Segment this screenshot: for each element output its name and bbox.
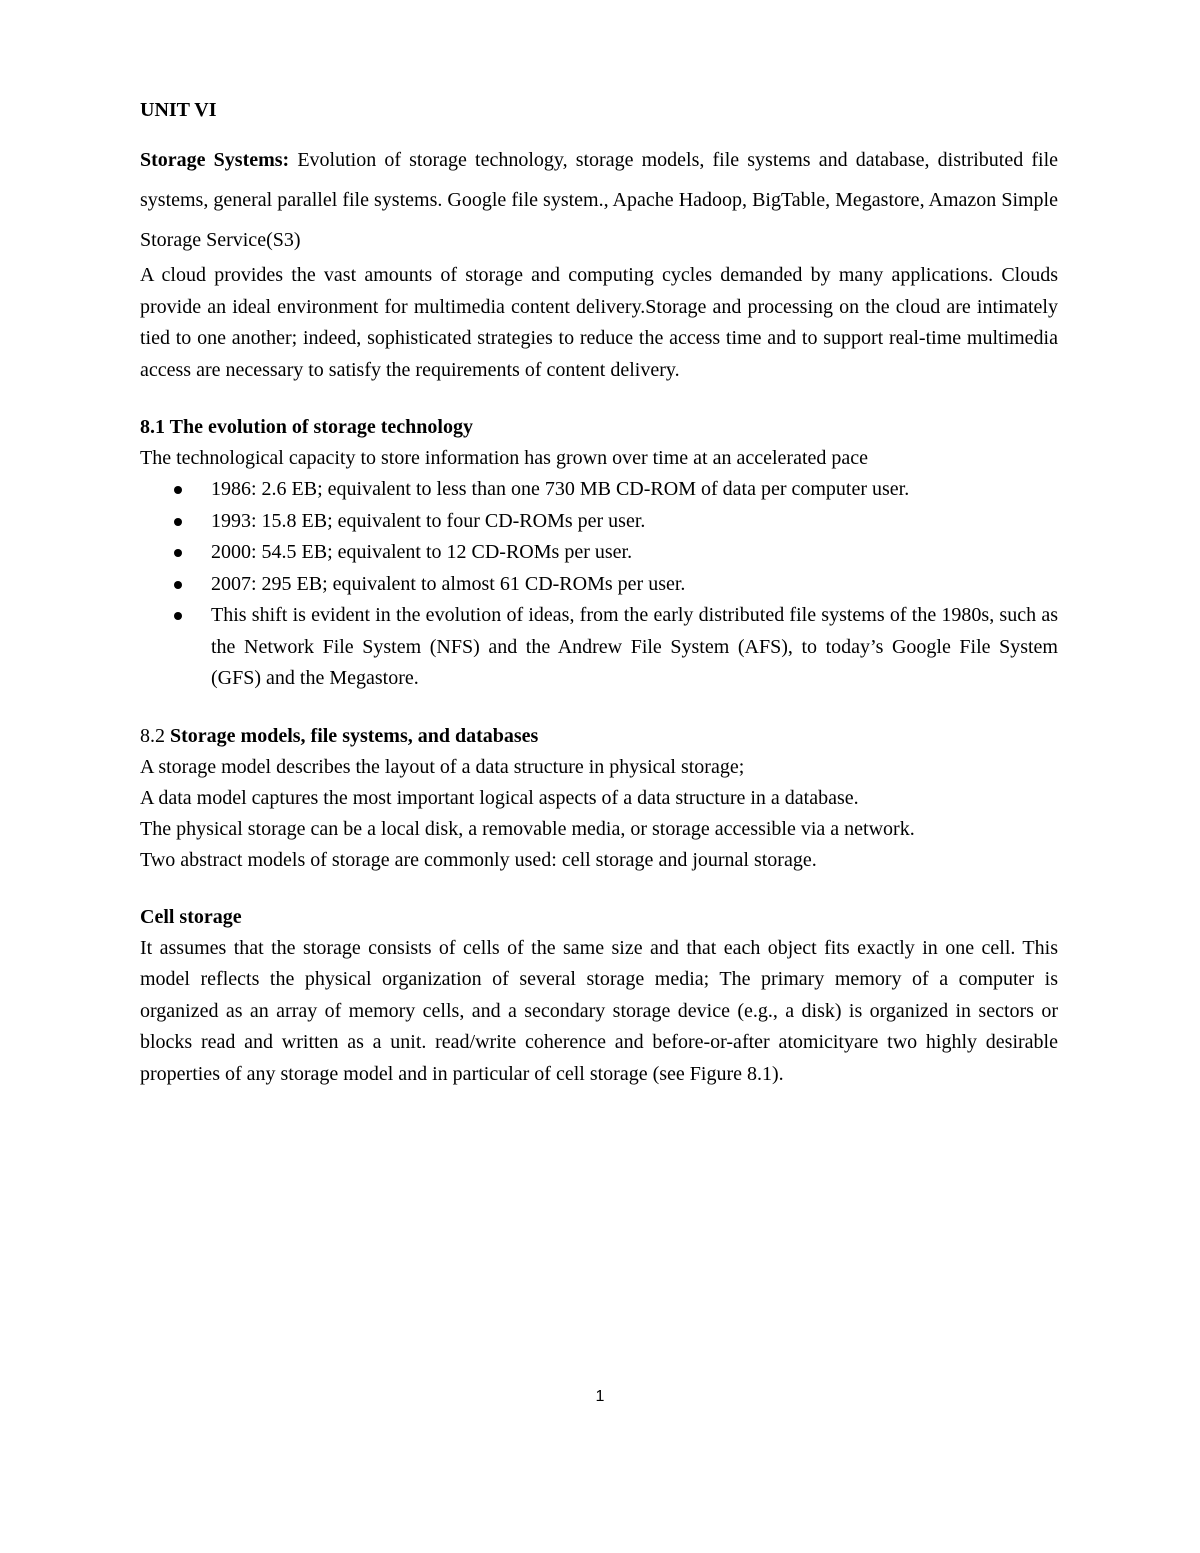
bullet-item	[140, 600, 1058, 695]
spacer	[140, 876, 1058, 902]
syllabus-paragraph	[140, 140, 1058, 260]
section-8-2-heading	[140, 721, 1058, 752]
page-content	[140, 96, 1058, 1090]
unit-title: UNIT VI	[140, 99, 217, 121]
spacer	[140, 386, 1058, 412]
section-8-2-line: Two abstract models of storage are commonly used: cell storage and journal storage.	[140, 848, 817, 871]
bullet-item	[140, 506, 1058, 538]
bullet-text: 1986: 2.6 EB; equivalent to less than one 730 MB CD-ROM of data per computer user.	[211, 478, 910, 500]
spacer	[140, 695, 1058, 721]
bullet-item	[140, 474, 1058, 506]
bullet-icon	[174, 581, 182, 589]
bullet-item	[140, 569, 1058, 601]
section-8-2-title: Storage models, file systems, and databases	[170, 724, 539, 747]
section-8-1-lead: The technological capacity to store information has grown over time at an accelerated pace	[140, 447, 869, 469]
section-8-2-line: The physical storage can be a local disk, a removable media, or storage accessible via a network.	[140, 817, 915, 840]
intro-paragraph: A cloud provides the vast amounts of storage and computing cycles demanded by many applications. Clouds provide an ideal environment for multimedia content delivery.Storage and processing on the cloud are intimately tied to one another; indeed, sophisticated strategies to reduce the access time and to support real-time multimedia access are necessary to satisfy the requirements of content delivery.	[140, 264, 1058, 381]
cell-storage-heading: Cell storage	[140, 905, 242, 928]
syllabus-text: Evolution of storage technology, storage models, file systems and database, distributed file systems, general parallel file systems. Google file system., Apache Hadoop, BigTable, Megastore, Amazon Simple Storage Service(S3)	[140, 149, 1058, 251]
section-8-2-number: 8.2	[140, 724, 170, 747]
bullet-item	[140, 537, 1058, 569]
bullet-text: This shift is evident in the evolution of ideas, from the early distributed file systems of the 1980s, such as the Network File System (NFS) and the Andrew File System (AFS), to today’s Google File System (GFS) and the Megastore.	[211, 604, 1058, 689]
bullet-text: 1993: 15.8 EB; equivalent to four CD-ROMs per user.	[211, 509, 646, 532]
syllabus-label: Storage Systems:	[140, 149, 290, 171]
bullet-icon	[174, 518, 182, 526]
bullet-icon	[174, 612, 182, 620]
page-number: 1	[595, 1388, 605, 1405]
section-8-1-heading: 8.1 The evolution of storage technology	[140, 416, 473, 438]
section-8-2-line: A data model captures the most important logical aspects of a data structure in a database.	[140, 786, 859, 809]
bullet-text: 2007: 295 EB; equivalent to almost 61 CD-ROMs per user.	[211, 572, 686, 595]
bullet-text: 2000: 54.5 EB; equivalent to 12 CD-ROMs per user.	[211, 541, 633, 563]
section-8-1-bullet-list	[140, 474, 1058, 695]
bullet-icon	[174, 549, 182, 557]
bullet-icon	[174, 486, 182, 494]
section-8-2-line: A storage model describes the layout of a data structure in physical storage;	[140, 755, 745, 778]
cell-storage-paragraph: It assumes that the storage consists of cells of the same size and that each object fits exactly in one cell. This model reflects the physical organization of several storage media; The primary memory of a computer is organized as an array of memory cells, and a secondary storage device (e.g., a disk) is organized in sectors or blocks read and written as a unit. read/write coherence and before-or-after atomicityare two highly desirable properties of any storage model and in particular of cell storage (see Figure 8.1).	[140, 936, 1058, 1085]
